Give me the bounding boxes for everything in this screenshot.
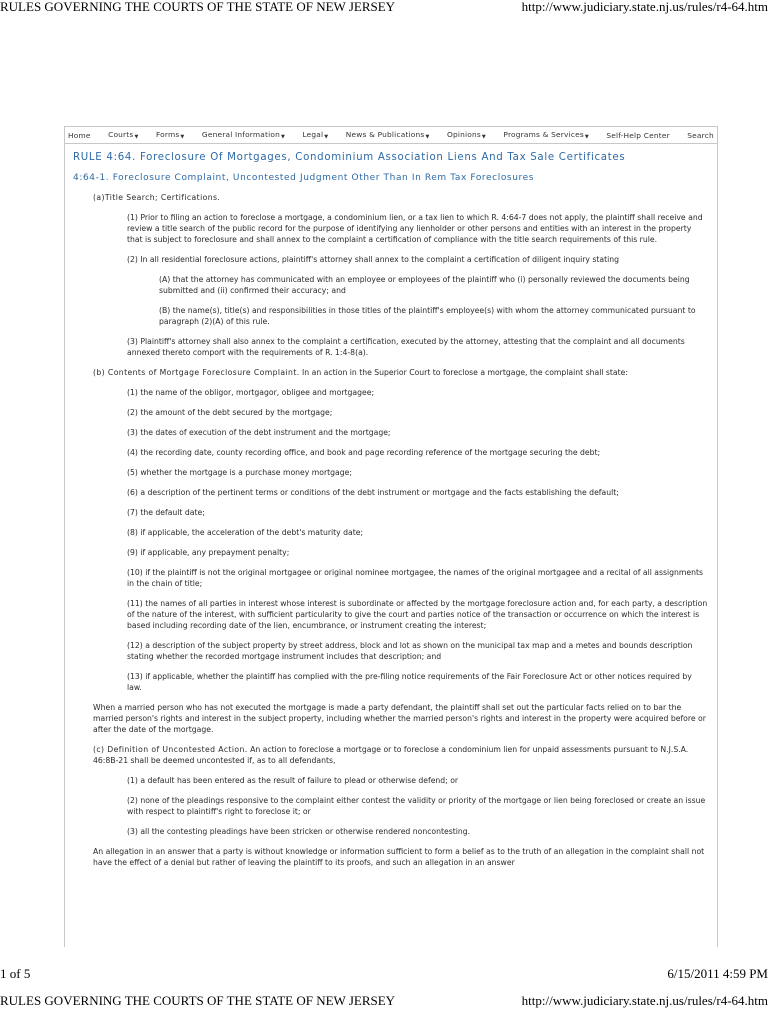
page-frame <box>64 126 718 947</box>
list-item: (8) if applicable, the acceleration of the debt's maturity date; <box>127 528 364 537</box>
section-title: 4:64-1. Foreclosure Complaint, Uncontested Judgment Other Than In Rem Tax Foreclosures <box>73 173 535 183</box>
subsection-a-paragraph-1: (1) Prior to filing an action to foreclose a mortgage, a condominium lien, or a tax lien to which R. 4:64-7 does not apply, the plaintiff shall receive and review a title search of the public record for the purpose of identifying any lienholder or other persons and entities with an interest in the property that is subject to foreclosure and shall annex to the complaint a certification of compliance with the title search requirements of this rule. <box>127 213 703 244</box>
list-item: (5) whether the mortgage is a purchase money mortgage; <box>127 468 352 477</box>
list-item: (2) the amount of the debt secured by the mortgage; <box>127 408 333 417</box>
print-datetime: 6/15/2011 4:59 PM <box>667 966 768 981</box>
list-item: (1) the name of the obligor, mortgagor, obligee and mortgagee; <box>127 388 375 397</box>
list-item: (3) the dates of execution of the debt instrument and the mortgage; <box>127 428 391 437</box>
nav-legal[interactable]: Legal▼ <box>302 130 329 140</box>
list-item: (13) if applicable, whether the plaintiff has complied with the pre-filing notice requirements of the Fair Foreclosure Act or other notices required by law. <box>127 672 692 692</box>
list-item: (10) if the plaintiff is not the original mortgagee or original nominee mortgagee, the names of the original mortgagee and a recital of all assignments in the chain of title; <box>127 568 704 588</box>
list-item: (9) if applicable, any prepayment penalty; <box>127 548 290 557</box>
chevron-down-icon: ▼ <box>481 134 486 140</box>
nav-programs-services[interactable]: Programs & Services▼ <box>503 130 589 140</box>
subsection-c-heading: (c) Definition of Uncontested Action. <box>93 745 248 754</box>
subsection-a-paragraph-2a: (A) that the attorney has communicated with an employee or employees of the plaintiff who (i) personally reviewed the documents being submitted and (ii) confirmed their accuracy; and <box>159 275 690 295</box>
nav-general-information[interactable]: General Information▼ <box>201 130 286 140</box>
pdf-header <box>0 0 768 14</box>
pdf-header-url: http://www.judiciary.state.nj.us/rules/r4-64.htm <box>521 0 768 14</box>
pdf-header-title: RULES GOVERNING THE COURTS OF THE STATE OF NEW JERSEY <box>0 0 396 14</box>
list-item: (4) the recording date, county recording office, and book and page recording reference of the mortgage securing the debt; <box>127 448 601 457</box>
nav-forms[interactable]: Forms▼ <box>155 130 185 140</box>
list-item: (3) all the contesting pleadings have been stricken or otherwise rendered noncontesting. <box>127 827 471 836</box>
chevron-down-icon: ▼ <box>280 134 286 140</box>
subsection-a-paragraph-3: (3) Plaintiff's attorney shall also annex to the complaint a certification, executed by the attorney, attesting that the complaint and all documents annexed thereto comport with the requirements of R. 1:4-8(a). <box>127 337 685 357</box>
subsection-c-text: An action to foreclose a mortgage or to foreclose a condominium lien for unpaid assessments pursuant to N.J.S.A. 46:8B-21 shall be deemed uncontested if, as to all defendants, <box>93 745 689 765</box>
nav-courts[interactable]: Courts▼ <box>108 130 139 140</box>
subsection-b-intro <box>93 367 709 378</box>
chevron-down-icon: ▼ <box>584 134 589 140</box>
chevron-down-icon: ▼ <box>425 134 430 140</box>
rule-title: RULE 4:64. Foreclosure Of Mortgages, Condominium Association Liens And Tax Sale Certificates <box>73 152 626 163</box>
pdf-footer-title: RULES GOVERNING THE COURTS OF THE STATE OF NEW JERSEY <box>0 993 396 1008</box>
page-number: 1 of 5 <box>0 966 31 981</box>
subsection-a-paragraph-2: (2) In all residential foreclosure actions, plaintiff's attorney shall annex to the complaint a certification of diligent inquiry stating <box>127 255 620 264</box>
subsection-a-paragraph-2b: (B) the name(s), title(s) and responsibilities in those titles of the plaintiff's employee(s) with whom the attorney communicated pursuant to paragraph (2)(A) of this rule. <box>159 306 696 326</box>
nav-news-publications[interactable]: News & Publications▼ <box>345 130 430 140</box>
pdf-footer <box>0 994 768 1008</box>
nav-self-help-center[interactable]: Self-Help Center <box>606 130 670 140</box>
nav-search[interactable]: Search <box>687 130 714 140</box>
top-nav <box>65 127 717 144</box>
pdf-footer-url: http://www.judiciary.state.nj.us/rules/r4-64.htm <box>521 993 768 1008</box>
chevron-down-icon: ▼ <box>324 134 329 140</box>
list-item: (11) the names of all parties in interest whose interest is subordinate or affected by the mortgage foreclosure action and, for each party, a description of the nature of the interest, with sufficient particularity to give the court and parties notice of the transaction or occurrence on which the interest is based including recording date of the lien, encumbrance, or instrument creating the interest; <box>127 599 708 630</box>
allegation-paragraph: An allegation in an answer that a party is without knowledge or information sufficient to form a belief as to the truth of an allegation in the complaint shall not have the effect of a denial but rather of leaving the plaintiff to its proofs, and such an allegation in an answer <box>93 847 705 867</box>
chevron-down-icon: ▼ <box>180 134 185 140</box>
subsection-b-heading: (b) Contents of Mortgage Foreclosure Complaint. <box>93 368 300 377</box>
list-item: (6) a description of the pertinent terms or conditions of the debt instrument or mortgage and the facts establishing the default; <box>127 488 619 497</box>
nav-opinions[interactable]: Opinions▼ <box>446 130 486 140</box>
nav-home[interactable]: Home <box>68 130 91 140</box>
pdf-footer-meta <box>0 967 768 981</box>
subsection-b-text: In an action in the Superior Court to foreclose a mortgage, the complaint shall state: <box>299 368 628 377</box>
subsection-c-intro <box>93 744 709 766</box>
married-person-paragraph: When a married person who has not executed the mortgage is made a party defendant, the plaintiff shall set out the particular facts relied on to bar the married person's rights and interest in the subject property, including whether the married person's rights and interest in the property were acquired before or after the date of the mortgage. <box>93 703 706 734</box>
rule-content <box>65 152 717 868</box>
chevron-down-icon: ▼ <box>134 134 139 140</box>
list-item: (12) a description of the subject property by street address, block and lot as shown on the municipal tax map and a metes and bounds description stating whether the recorded mortgage instrument includes that description; and <box>127 641 693 661</box>
subsection-a-heading: (a)Title Search; Certifications. <box>93 193 221 202</box>
list-item: (1) a default has been entered as the result of failure to plead or otherwise defend; or <box>127 776 459 785</box>
list-item: (2) none of the pleadings responsive to the complaint either contest the validity or priority of the mortgage or lien being foreclosed or create an issue with respect to plaintiff's right to foreclose it; or <box>127 796 706 816</box>
list-item: (7) the default date; <box>127 508 205 517</box>
